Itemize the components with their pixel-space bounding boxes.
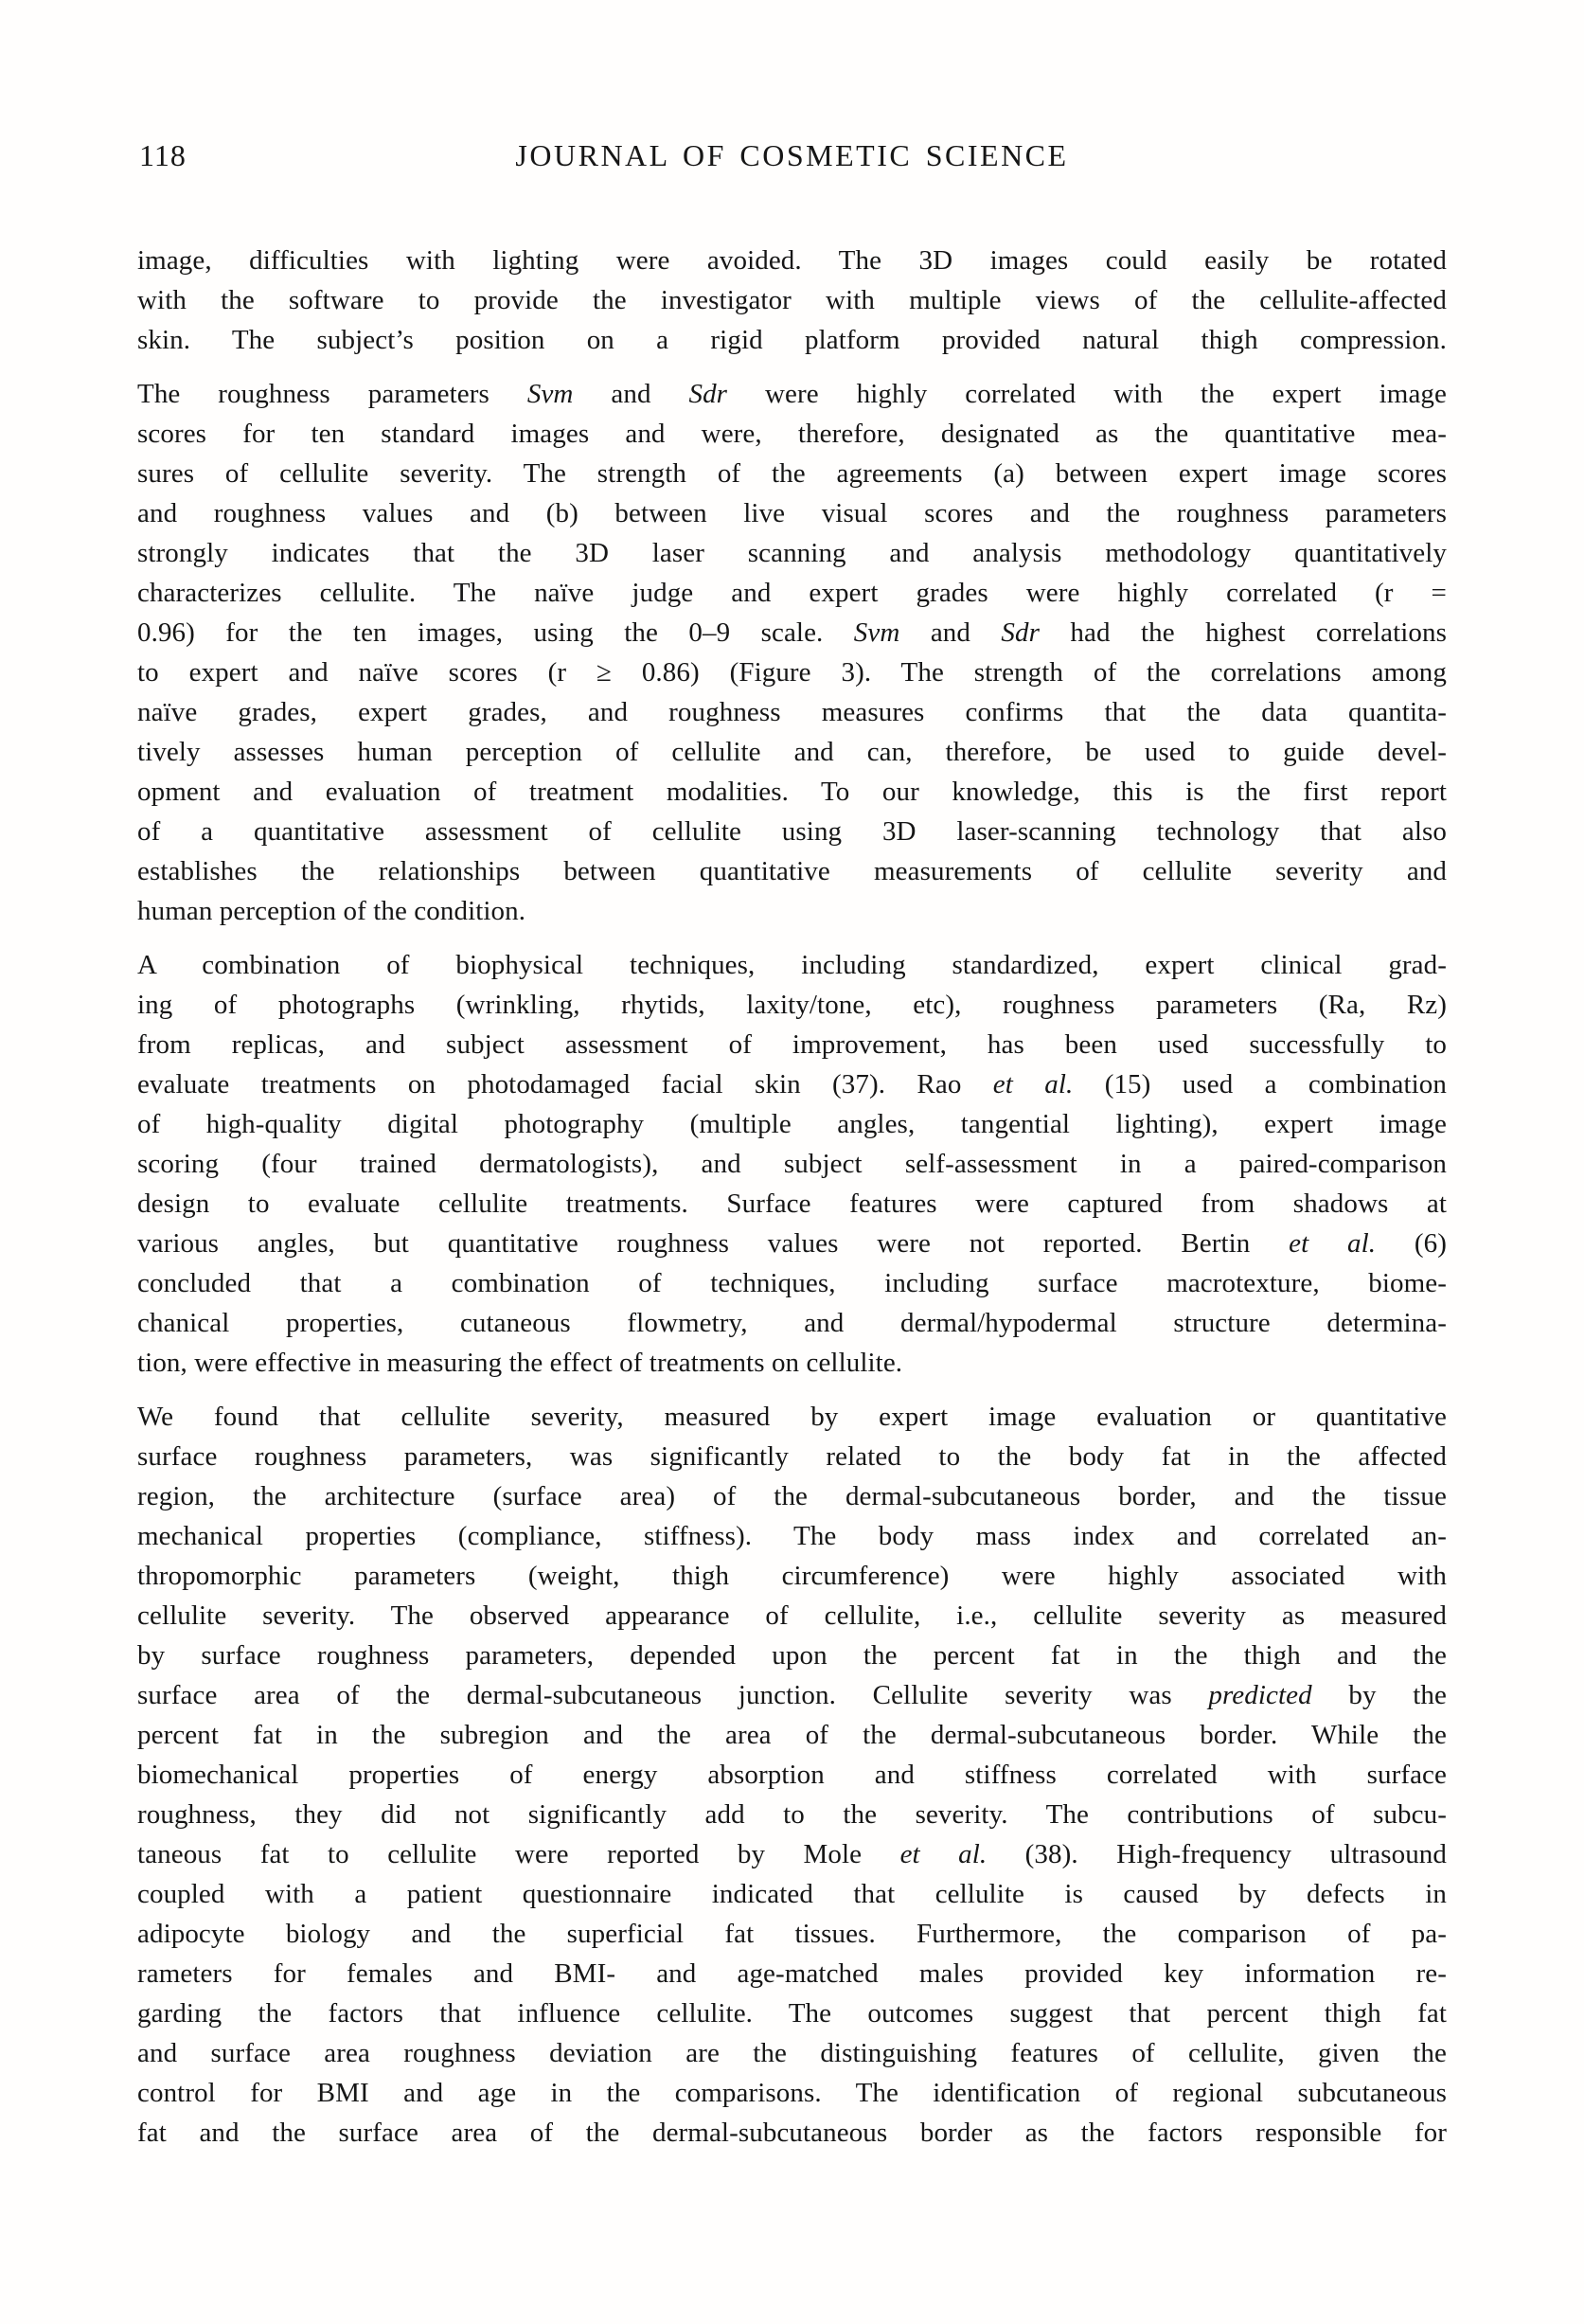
text-line: human perception of the condition. (137, 896, 526, 926)
text-line: by surface roughness parameters, depended upon the percent fat in the thigh and the (137, 1640, 1447, 1671)
paragraph-2 (137, 374, 1447, 931)
text-line: control for BMI and age in the comparisons. The identification of regional subcutaneous (137, 2078, 1447, 2108)
paragraph-3 (137, 945, 1447, 1383)
text-line: skin. The subject’s position on a rigid platform provided natural thigh compression. (137, 325, 1447, 355)
text-line: mechanical properties (compliance, stiffness). The body mass index and correlated an- (137, 1521, 1447, 1551)
text-line: coupled with a patient questionnaire indicated that cellulite is caused by defects in (137, 1879, 1447, 1909)
text-line: from replicas, and subject assessment of improvement, has been used successfully to (137, 1029, 1447, 1060)
text-line: image, difficulties with lighting were avoided. The 3D images could easily be rotated (137, 245, 1447, 276)
text-line: with the software to provide the investigator with multiple views of the cellulite-affected (137, 285, 1447, 315)
text-line: and roughness values and (b) between live visual scores and the roughness parameters (137, 498, 1447, 528)
text-line: characterizes cellulite. The naïve judge and expert grades were highly correlated (r = (137, 578, 1447, 608)
text-line: to expert and naïve scores (r ≥ 0.86) (Figure 3). The strength of the correlations among (137, 657, 1447, 688)
text-line: evaluate treatments on photodamaged facial skin (37). Rao et al. (15) used a combination (137, 1069, 1447, 1099)
text-line: of high-quality digital photography (multiple angles, tangential lighting), expert image (137, 1109, 1447, 1139)
page-header (137, 138, 1447, 180)
text-line: cellulite severity. The observed appearance of cellulite, i.e., cellulite severity as measured (137, 1600, 1447, 1631)
text-line: opment and evaluation of treatment modalities. To our knowledge, this is the first report (137, 777, 1447, 807)
text-line: ing of photographs (wrinkling, rhytids, laxity/tone, etc), roughness parameters (Ra, Rz) (137, 990, 1447, 1020)
text-line: rameters for females and BMI- and age-matched males provided key information re- (137, 1958, 1447, 1989)
text-line: tion, were effective in measuring the effect of treatments on cellulite. (137, 1348, 903, 1378)
text-line: tively assesses human perception of cellulite and can, therefore, be used to guide devel- (137, 737, 1447, 767)
text-line: chanical properties, cutaneous flowmetry, and dermal/hypodermal structure determina- (137, 1308, 1447, 1338)
text-line: scoring (four trained dermatologists), and subject self-assessment in a paired-comparison (137, 1149, 1447, 1179)
text-line: naïve grades, expert grades, and roughness measures confirms that the data quantita- (137, 697, 1447, 727)
text-line: taneous fat to cellulite were reported by Mole et al. (38). High-frequency ultrasound (137, 1839, 1447, 1869)
text-line: A combination of biophysical techniques, including standardized, expert clinical grad- (137, 950, 1447, 980)
text-line: strongly indicates that the 3D laser scanning and analysis methodology quantitatively (137, 538, 1447, 568)
text-line: scores for ten standard images and were, therefore, designated as the quantitative mea- (137, 419, 1447, 449)
paragraph-1 (137, 241, 1447, 360)
text-line: fat and the surface area of the dermal-subcutaneous border as the factors responsible for (137, 2118, 1447, 2148)
text-line: concluded that a combination of techniques, including surface macrotexture, biome- (137, 1268, 1447, 1298)
text-line: sures of cellulite severity. The strength of the agreements (a) between expert image scores (137, 458, 1447, 489)
paragraph-4 (137, 1397, 1447, 2153)
text-line: establishes the relationships between quantitative measurements of cellulite severity and (137, 856, 1447, 886)
text-line: garding the factors that influence cellulite. The outcomes suggest that percent thigh fat (137, 1998, 1447, 2029)
text-line: surface roughness parameters, was significantly related to the body fat in the affected (137, 1441, 1447, 1472)
text-line: percent fat in the subregion and the area of the dermal-subcutaneous border. While the (137, 1720, 1447, 1750)
journal-title: JOURNAL OF COSMETIC SCIENCE (515, 138, 1069, 172)
text-line: surface area of the dermal-subcutaneous junction. Cellulite severity was predicted by the (137, 1680, 1447, 1710)
text-line: The roughness parameters Svm and Sdr were highly correlated with the expert image (137, 379, 1447, 409)
text-line: design to evaluate cellulite treatments. Surface features were captured from shadows at (137, 1189, 1447, 1219)
text-line: various angles, but quantitative roughness values were not reported. Bertin et al. (6) (137, 1228, 1447, 1259)
text-line: We found that cellulite severity, measured by expert image evaluation or quantitative (137, 1402, 1447, 1432)
text-line: of a quantitative assessment of cellulite using 3D laser-scanning technology that also (137, 816, 1447, 847)
text-line: 0.96) for the ten images, using the 0–9 scale. Svm and Sdr had the highest correlations (137, 617, 1448, 648)
text-line: adipocyte biology and the superficial fat tissues. Furthermore, the comparison of pa- (137, 1919, 1447, 1949)
text-line: biomechanical properties of energy absorption and stiffness correlated with surface (137, 1760, 1447, 1790)
page-number: 118 (139, 138, 187, 172)
text-line: roughness, they did not significantly add to the severity. The contributions of subcu- (137, 1799, 1447, 1830)
text-line: region, the architecture (surface area) of the dermal-subcutaneous border, and the tissue (137, 1481, 1447, 1511)
text-line: thropomorphic parameters (weight, thigh circumference) were highly associated with (137, 1561, 1447, 1591)
article-body (137, 241, 1447, 2167)
text-line: and surface area roughness deviation are the distinguishing features of cellulite, given the (137, 2038, 1447, 2068)
